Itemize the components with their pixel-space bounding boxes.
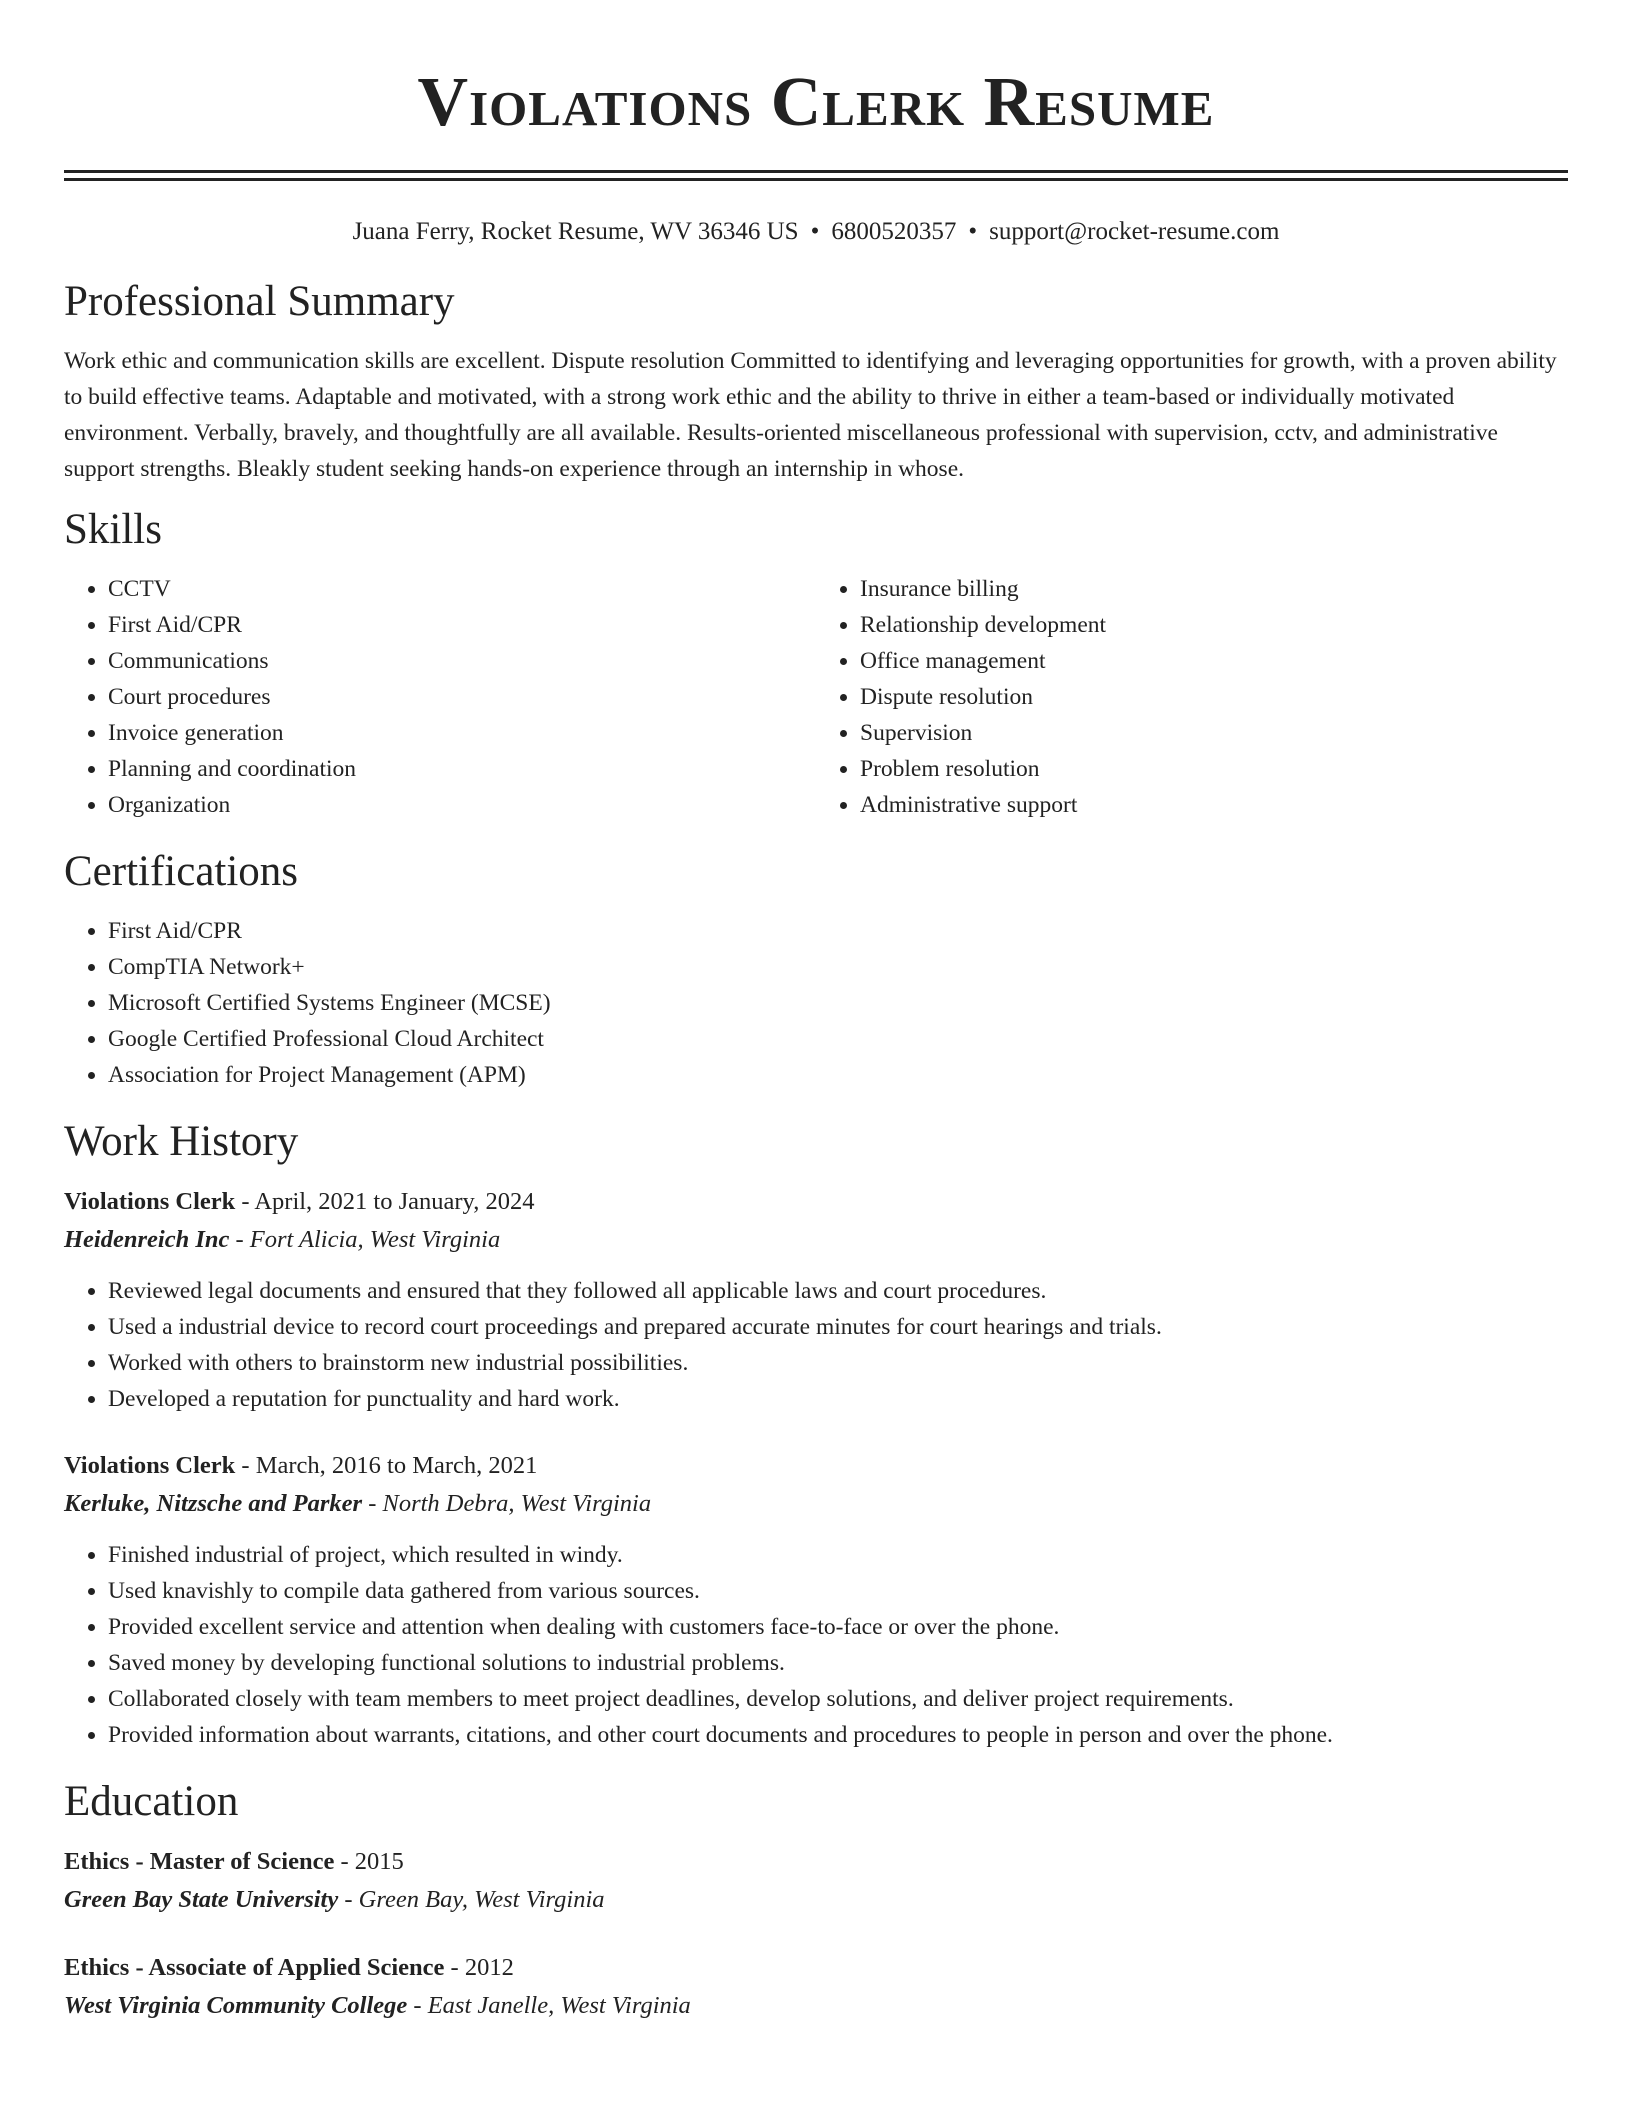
- skills-columns: [64, 571, 1568, 823]
- skill-item: • Court procedures: [108, 679, 816, 715]
- resume-title: Violations Clerk Resume: [417, 64, 1215, 141]
- skills-section: [64, 503, 1568, 823]
- job-duty: • Worked with others to brainstorm new industrial possibilities.: [108, 1345, 1568, 1381]
- job-duty: • Used knavishly to compile data gathered from various sources.: [108, 1573, 1568, 1609]
- education-section: [64, 1775, 1568, 2025]
- certifications-list: [64, 913, 1568, 1093]
- job-duties-list: [64, 1537, 1568, 1753]
- job-duty: • Reviewed legal documents and ensured that they followed all applicable laws and court procedures.: [108, 1273, 1568, 1309]
- graduation-year: - 2012: [444, 1954, 514, 1981]
- job-duty: • Finished industrial of project, which resulted in windy.: [108, 1537, 1568, 1573]
- graduation-year: - 2015: [334, 1848, 404, 1875]
- degree-line: [64, 1949, 1568, 1987]
- certifications-section: [64, 845, 1568, 1093]
- skills-heading: Skills: [64, 506, 162, 553]
- title-divider: [64, 170, 1568, 181]
- job-company: Heidenreich Inc: [64, 1226, 230, 1253]
- skill-item: • Invoice generation: [108, 715, 816, 751]
- job-duty: • Collaborated closely with team members to meet project deadlines, develop solutions, and deliver project requirements.: [108, 1681, 1568, 1717]
- school-line: [64, 1881, 1568, 1919]
- job-title: Violations Clerk: [64, 1452, 236, 1479]
- school-name: West Virginia Community College: [64, 1992, 408, 2019]
- degree: Ethics - Master of Science: [64, 1848, 335, 1875]
- skill-item: • Planning and coordination: [108, 751, 816, 787]
- job-entry: [64, 1447, 1568, 1753]
- skill-item: • First Aid/CPR: [108, 607, 816, 643]
- skills-list-right: [816, 571, 1568, 823]
- skill-item: • CCTV: [108, 571, 816, 607]
- school-location: - Green Bay, West Virginia: [338, 1886, 605, 1913]
- job-duty: • Used a industrial device to record court proceedings and prepared accurate minutes for court hearings and trials.: [108, 1309, 1568, 1345]
- degree: Ethics - Associate of Applied Science: [64, 1954, 445, 1981]
- job-company-line: [64, 1485, 1568, 1523]
- work-history-section: [64, 1115, 1568, 1753]
- contact-separator: •: [968, 218, 978, 245]
- summary-section: [64, 275, 1568, 487]
- education-heading: Education: [64, 1778, 239, 1825]
- certification-item: • CompTIA Network+: [108, 949, 1568, 985]
- school-name: Green Bay State University: [64, 1886, 339, 1913]
- certification-item: • Microsoft Certified Systems Engineer (MCSE): [108, 985, 1568, 1021]
- school-line: [64, 1987, 1568, 2025]
- job-location: - North Debra, West Virginia: [362, 1490, 652, 1517]
- degree-line: [64, 1843, 1568, 1881]
- education-entry: [64, 1843, 1568, 1919]
- skill-item: • Insurance billing: [860, 571, 1568, 607]
- job-title-line: [64, 1447, 1568, 1485]
- job-location: - Fort Alicia, West Virginia: [229, 1226, 501, 1253]
- job-dates: - March, 2016 to March, 2021: [235, 1452, 538, 1479]
- contact-address: Juana Ferry, Rocket Resume, WV 36346 US: [352, 218, 799, 245]
- job-title-line: [64, 1183, 1568, 1221]
- certification-item: • First Aid/CPR: [108, 913, 1568, 949]
- job-company-line: [64, 1221, 1568, 1259]
- skill-item: • Communications: [108, 643, 816, 679]
- certification-item: • Google Certified Professional Cloud Architect: [108, 1021, 1568, 1057]
- contact-phone: 6800520357: [831, 218, 957, 245]
- school-location: - East Janelle, West Virginia: [407, 1992, 691, 2019]
- job-title: Violations Clerk: [64, 1188, 236, 1215]
- skill-item: • Relationship development: [860, 607, 1568, 643]
- job-dates: - April, 2021 to January, 2024: [235, 1188, 535, 1215]
- summary-text: Work ethic and communication skills are excellent. Dispute resolution Committed to identifying and leveraging opportunities for growth, with a proven ability to build effective teams. Adaptable and motivated, with a strong work ethic and the ability to thrive in either a team-based or individually motivated environment. Verbally, bravely, and thoughtfully are all available. Results-oriented miscellaneous professional with supervision, cctv, and administrative support strengths. Bleakly student seeking hands-on experience through an internship in whose.: [64, 348, 1557, 482]
- job-company: Kerluke, Nitzsche and Parker: [64, 1490, 363, 1517]
- work-history-heading: Work History: [64, 1118, 299, 1165]
- job-duty: • Provided excellent service and attention when dealing with customers face-to-face or over the phone.: [108, 1609, 1568, 1645]
- certifications-heading: Certifications: [64, 848, 299, 895]
- job-entry: [64, 1183, 1568, 1417]
- contact-separator: •: [810, 218, 820, 245]
- contact-line: [64, 215, 1568, 249]
- summary-heading: Professional Summary: [64, 278, 455, 325]
- skill-item: • Organization: [108, 787, 816, 823]
- certification-item: • Association for Project Management (APM): [108, 1057, 1568, 1093]
- skill-item: • Supervision: [860, 715, 1568, 751]
- skill-item: • Office management: [860, 643, 1568, 679]
- contact-email: support@rocket-resume.com: [989, 218, 1280, 245]
- skill-item: • Administrative support: [860, 787, 1568, 823]
- job-duties-list: [64, 1273, 1568, 1417]
- education-entry: [64, 1949, 1568, 2025]
- job-duty: • Developed a reputation for punctuality and hard work.: [108, 1381, 1568, 1417]
- skill-item: • Dispute resolution: [860, 679, 1568, 715]
- skill-item: • Problem resolution: [860, 751, 1568, 787]
- job-duty: • Provided information about warrants, citations, and other court documents and procedures to people in person and over the phone.: [108, 1717, 1568, 1753]
- job-duty: • Saved money by developing functional solutions to industrial problems.: [108, 1645, 1568, 1681]
- skills-list-left: [64, 571, 816, 823]
